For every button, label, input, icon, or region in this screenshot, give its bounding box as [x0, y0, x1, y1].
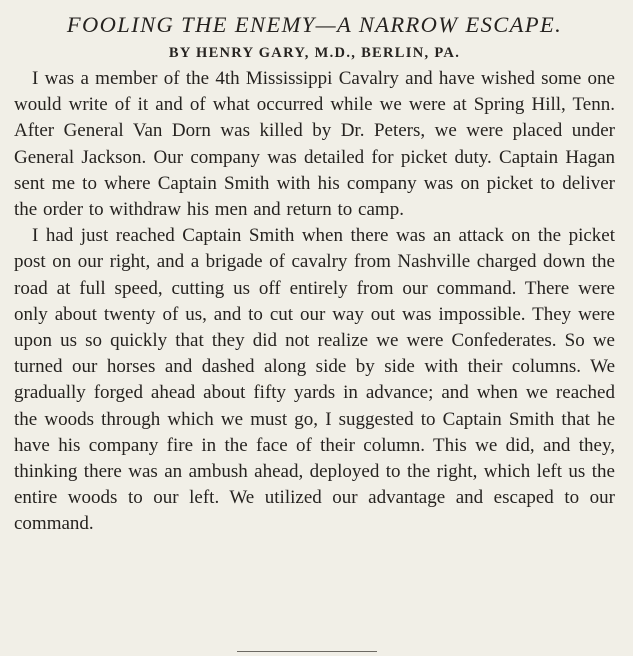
article-title: FOOLING THE ENEMY—A NARROW ESCAPE.: [66, 12, 563, 37]
section-divider: [237, 651, 377, 652]
paragraph-1: I was a member of the 4th Mississippi Cavalry and have wished some one would write of it and of what occurred while we were at Spring Hill, Tenn. After General Van Dorn was killed by Dr. Peters, we were placed under General Jackson. Our company was detailed for picket duty. Captain Hagan sent me to where Captain Smith with his company was on picket to deliver the order to withdraw his men and return to camp.: [14, 68, 615, 221]
article-byline: BY HENRY GARY, M.D., BERLIN, PA.: [168, 45, 461, 61]
paragraph-2: I had just reached Captain Smith when there was an attack on the picket post on our right, and a brigade of cavalry from Nashville charged down the road at full speed, cutting us off entirely from our command. There were only about twenty of us, and to cut our way out was impossible. They were upon us so quickly that they did not realize we were Confederates. So we turned our horses and dashed along side by side with their columns. We gradually forged ahead about fifty yards in advance; and when we reached the woods through which we must go, I suggested to Captain Smith that he have his company fire in the face of their column. This we did, and they, thinking there was an ambush ahead, deployed to the right, which left us the entire woods to our left. We utilized our advantage and escaped to our command.: [14, 225, 615, 535]
